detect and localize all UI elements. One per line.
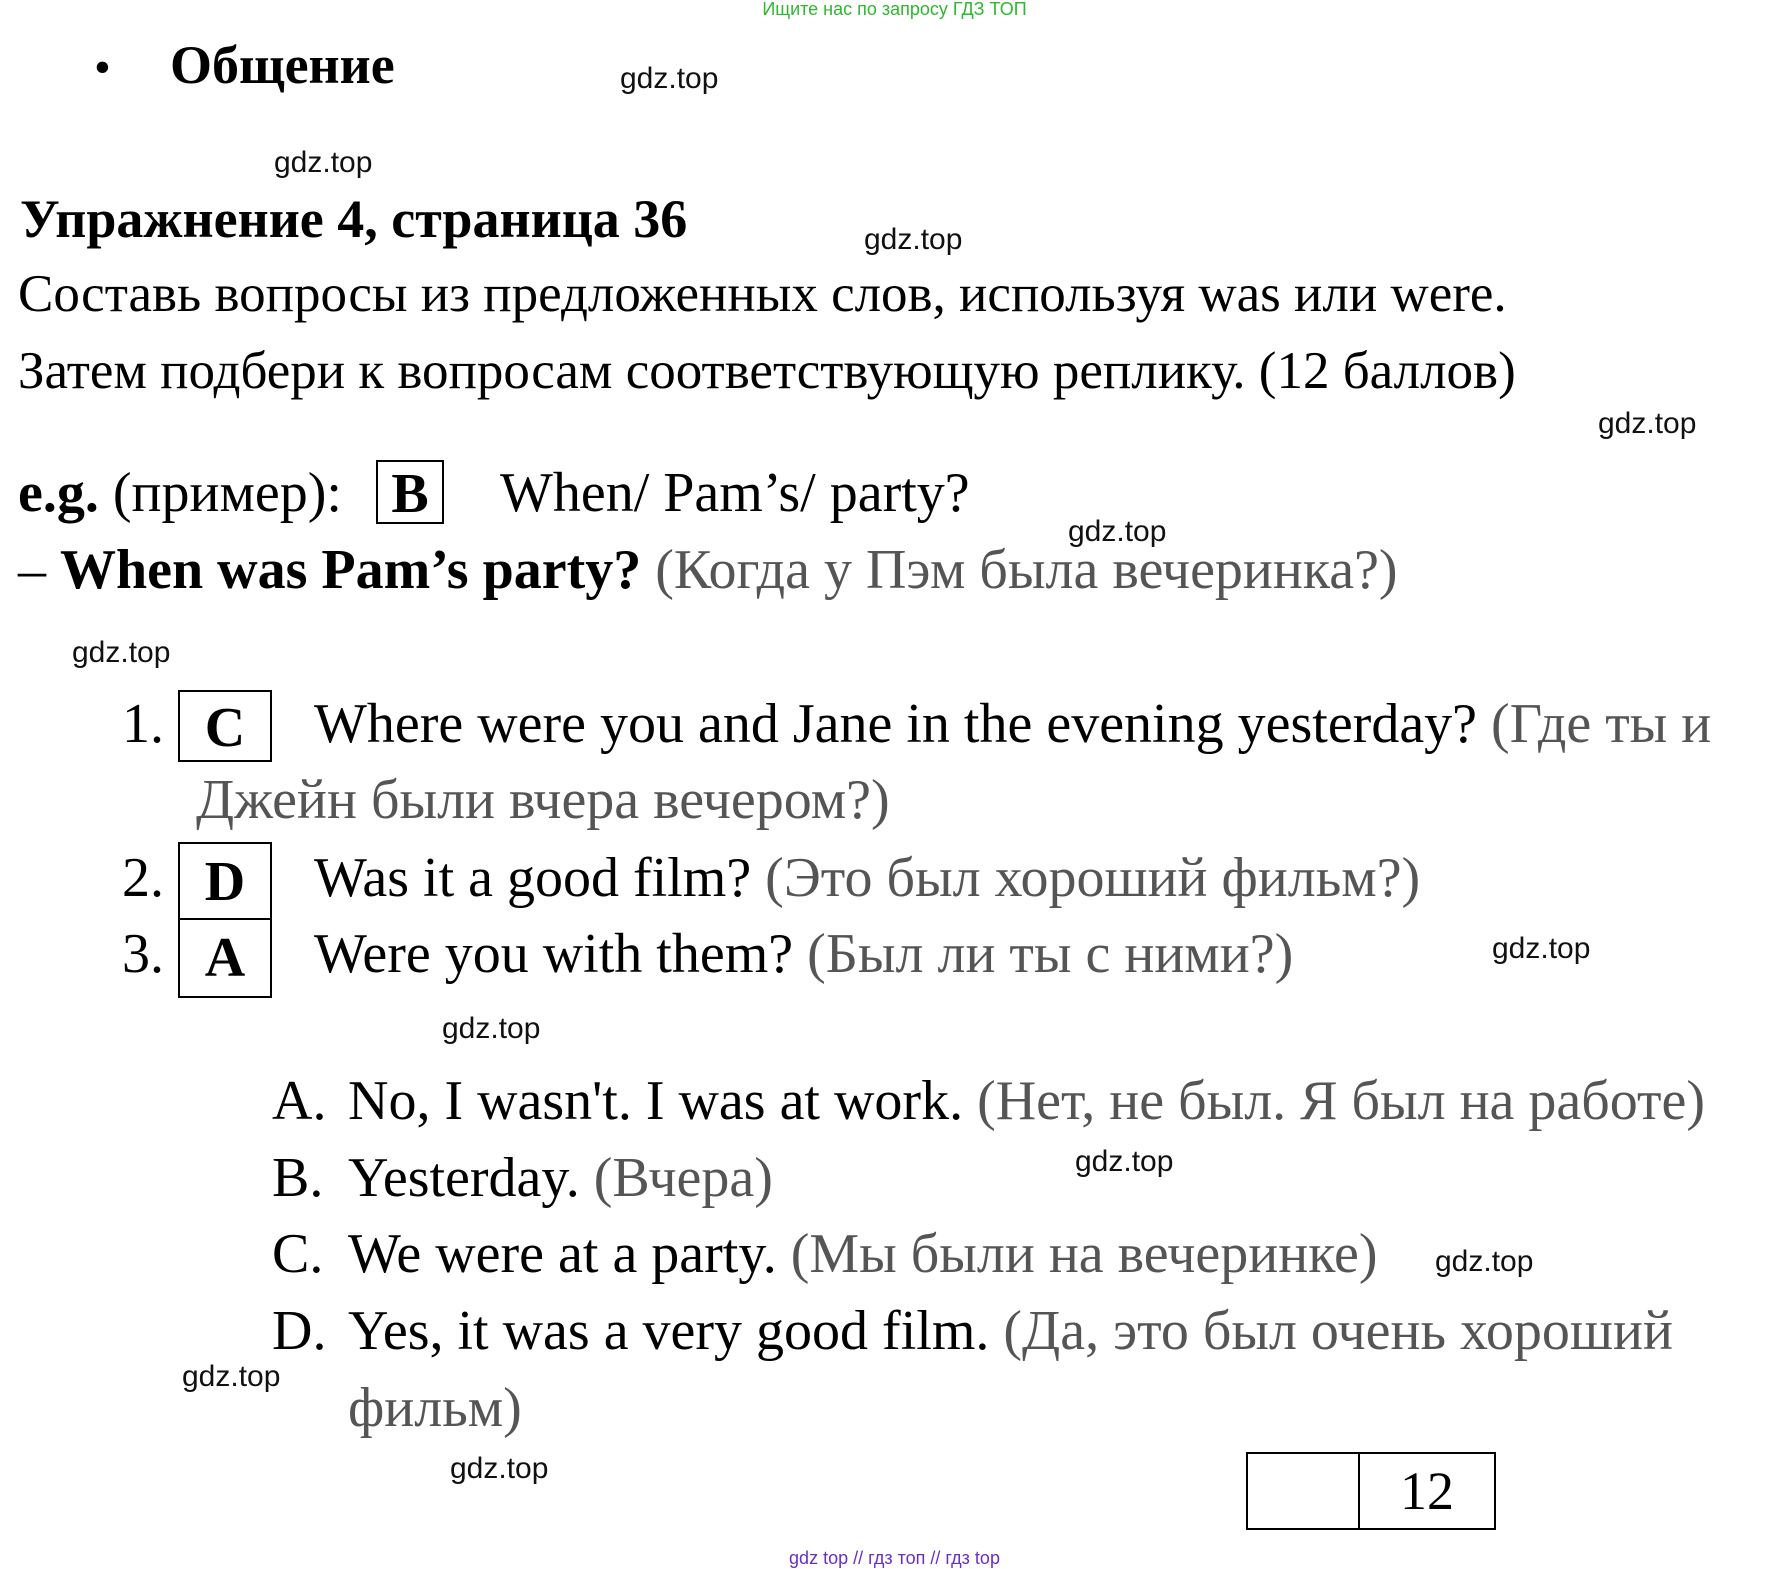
option-translation: (Мы были на вечеринке) bbox=[790, 1223, 1378, 1285]
question-answer-box: A bbox=[178, 918, 272, 998]
watermark: gdz.top bbox=[1492, 932, 1591, 965]
footer-banner: gdz top // гдз топ // гдз top bbox=[789, 1548, 1000, 1568]
option-translation: (Нет, не был. Я был на работе) bbox=[977, 1070, 1705, 1132]
option-text: No, I wasn't. I was at work. bbox=[348, 1070, 964, 1132]
watermark: gdz.top bbox=[1598, 407, 1697, 440]
question-translation-continued: Джейн были вчера вечером?) bbox=[196, 769, 890, 831]
score-earned-cell bbox=[1248, 1454, 1360, 1528]
option-text: Yesterday. bbox=[348, 1147, 580, 1209]
watermark: gdz.top bbox=[1075, 1145, 1174, 1178]
watermark: gdz.top bbox=[274, 146, 373, 179]
option-text: We were at a party. bbox=[348, 1223, 777, 1285]
question-translation: (Где ты и bbox=[1491, 693, 1712, 755]
example-label-bold: e.g. bbox=[18, 462, 99, 524]
example-dash: – bbox=[18, 539, 46, 601]
example-prompt: When/ Pam’s/ party? bbox=[500, 462, 970, 524]
question-number: 3. bbox=[122, 923, 164, 985]
question-text: Where were you and Jane in the evening yesterday? bbox=[314, 693, 1478, 755]
example-answer-box: B bbox=[376, 460, 444, 524]
question-line bbox=[314, 847, 1421, 909]
question-translation: (Это был хороший фильм?) bbox=[765, 847, 1421, 909]
watermark: gdz.top bbox=[620, 62, 719, 95]
example-label-rest: (пример): bbox=[98, 462, 342, 524]
question-line bbox=[314, 693, 1712, 755]
option-letter: A. bbox=[272, 1070, 327, 1132]
section-title: Общение bbox=[170, 35, 395, 95]
option-line bbox=[348, 1300, 1673, 1362]
question-answer-box: D bbox=[178, 842, 272, 920]
question-text: Was it a good film? bbox=[314, 847, 752, 909]
exercise-title: Упражнение 4, страница 36 bbox=[20, 189, 688, 249]
question-line bbox=[314, 923, 1294, 985]
example-label bbox=[18, 462, 342, 524]
option-line bbox=[348, 1147, 773, 1209]
score-max-cell: 12 bbox=[1400, 1461, 1454, 1521]
option-letter: D. bbox=[272, 1300, 327, 1362]
question-number: 2. bbox=[122, 847, 164, 909]
option-translation-continued: фильм) bbox=[348, 1377, 522, 1439]
question-number: 1. bbox=[122, 693, 164, 755]
watermark: gdz.top bbox=[72, 636, 171, 669]
watermark: gdz.top bbox=[182, 1360, 281, 1393]
search-banner: Ищите нас по запросу ГДЗ ТОП bbox=[762, 0, 1027, 19]
example-answer-line bbox=[18, 539, 1398, 601]
watermark: gdz.top bbox=[450, 1452, 549, 1485]
option-letter: B. bbox=[272, 1147, 324, 1209]
question-text: Were you with them? bbox=[314, 923, 794, 985]
section-bullet: • bbox=[94, 41, 111, 94]
question-answer-box: C bbox=[178, 690, 272, 762]
watermark: gdz.top bbox=[442, 1012, 541, 1045]
option-line bbox=[348, 1070, 1705, 1132]
watermark: gdz.top bbox=[864, 223, 963, 256]
option-letter: C. bbox=[272, 1223, 324, 1285]
option-translation: (Вчера) bbox=[593, 1147, 773, 1209]
option-line bbox=[348, 1223, 1378, 1285]
score-table bbox=[1246, 1452, 1496, 1530]
example-translation: (Когда у Пэм была вечеринка?) bbox=[655, 539, 1398, 601]
instruction-line-1: Составь вопросы из предложенных слов, используя was или were. bbox=[18, 265, 1507, 323]
watermark: gdz.top bbox=[1068, 515, 1167, 548]
option-text: Yes, it was a very good film. bbox=[348, 1300, 990, 1362]
watermark: gdz.top bbox=[1435, 1245, 1534, 1278]
instruction-line-2: Затем подбери к вопросам соответствующую реплику. (12 баллов) bbox=[18, 342, 1516, 400]
question-translation: (Был ли ты с ними?) bbox=[807, 923, 1294, 985]
option-translation: (Да, это был очень хороший bbox=[1003, 1300, 1673, 1362]
example-answer: When was Pam’s party? bbox=[60, 539, 642, 601]
